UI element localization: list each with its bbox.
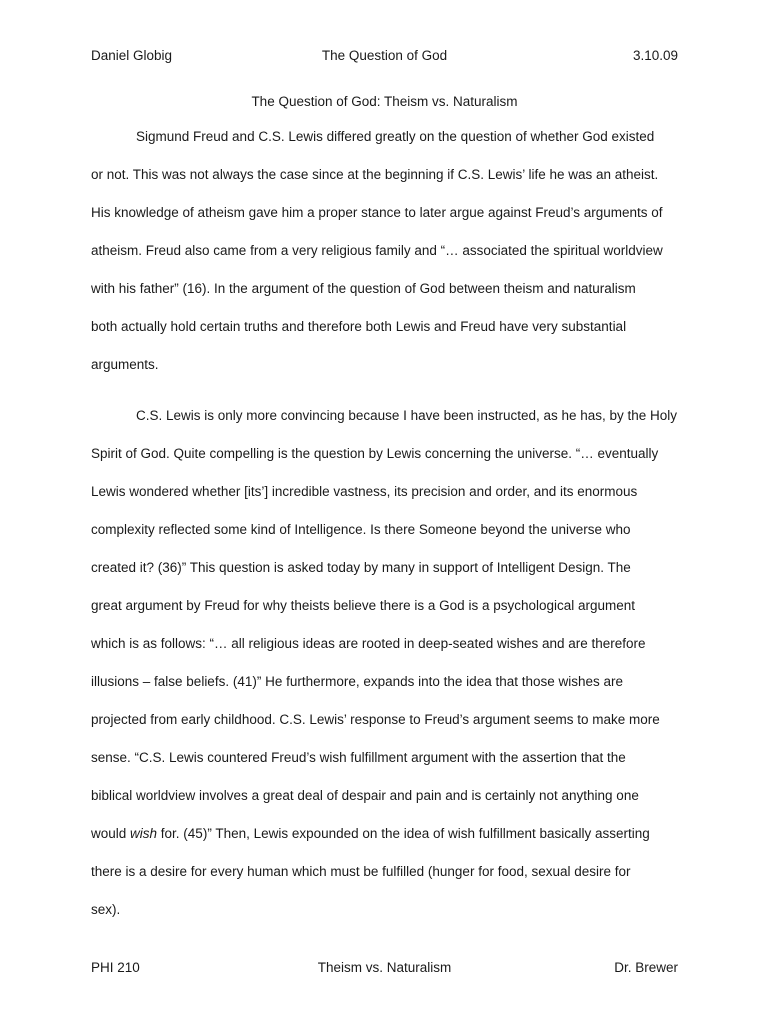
text-line: with his father” (16). In the argument of the question of God between theism and naturalism <box>91 281 636 296</box>
text-line: there is a desire for every human which must be fulfilled (hunger for food, sexual desire for <box>91 864 631 879</box>
text-line: C.S. Lewis is only more convincing because I have been instructed, as he has, by the Holy <box>136 408 678 423</box>
document-title: The Question of God: Theism vs. Naturalism <box>251 94 518 109</box>
text-line: projected from early childhood. C.S. Lewis’ response to Freud’s argument seems to make more <box>91 712 660 727</box>
text-line: both actually hold certain truths and therefore both Lewis and Freud have very substantial <box>91 319 627 334</box>
text-line: created it? (36)” This question is asked today by many in support of Intelligent Design. The <box>91 560 631 575</box>
text-line: atheism. Freud also came from a very religious family and “… associated the spiritual worldview <box>91 243 663 258</box>
paragraph-1 <box>91 118 681 384</box>
text-line: His knowledge of atheism gave him a proper stance to later argue against Freud’s arguments of <box>91 205 663 220</box>
text-line: arguments. <box>91 357 159 372</box>
footer-topic: Theism vs. Naturalism <box>317 960 452 975</box>
header-author: Daniel Globig <box>91 48 173 63</box>
text-line: which is as follows: “… all religious ideas are rooted in deep-seated wishes and are therefore <box>91 636 646 651</box>
footer-instructor: Dr. Brewer <box>614 960 678 975</box>
text-line: sex). <box>91 902 121 917</box>
text-line-with-emphasis <box>91 815 681 853</box>
text-line: biblical worldview involves a great deal of despair and pain and is certainly not anything one <box>91 788 639 803</box>
header-date: 3.10.09 <box>632 48 678 63</box>
text-line: sense. “C.S. Lewis countered Freud’s wish fulfillment argument with the assertion that the <box>91 750 626 765</box>
text-fragment: would <box>91 826 131 841</box>
text-line: complexity reflected some kind of Intelligence. Is there Someone beyond the universe who <box>91 522 631 537</box>
header-title: The Question of God <box>321 48 448 63</box>
text-line: Spirit of God. Quite compelling is the question by Lewis concerning the universe. “… eventually <box>91 446 659 461</box>
emphasized-word: wish <box>130 826 158 841</box>
text-line: Lewis wondered whether [its’] incredible vastness, its precision and order, and its enormous <box>91 484 638 499</box>
text-fragment: for. (45)” Then, Lewis expounded on the idea of wish fulfillment basically asserting <box>157 826 650 841</box>
paragraph-2 <box>91 397 681 929</box>
text-line: great argument by Freud for why theists believe there is a God is a psychological argument <box>91 598 636 613</box>
footer-course: PHI 210 <box>91 960 140 975</box>
text-line: illusions – false beliefs. (41)” He furthermore, expands into the idea that those wishes are <box>91 674 624 689</box>
text-line: Sigmund Freud and C.S. Lewis differed greatly on the question of whether God existed <box>136 129 655 144</box>
text-line: or not. This was not always the case since at the beginning if C.S. Lewis’ life he was an atheist. <box>91 167 659 182</box>
